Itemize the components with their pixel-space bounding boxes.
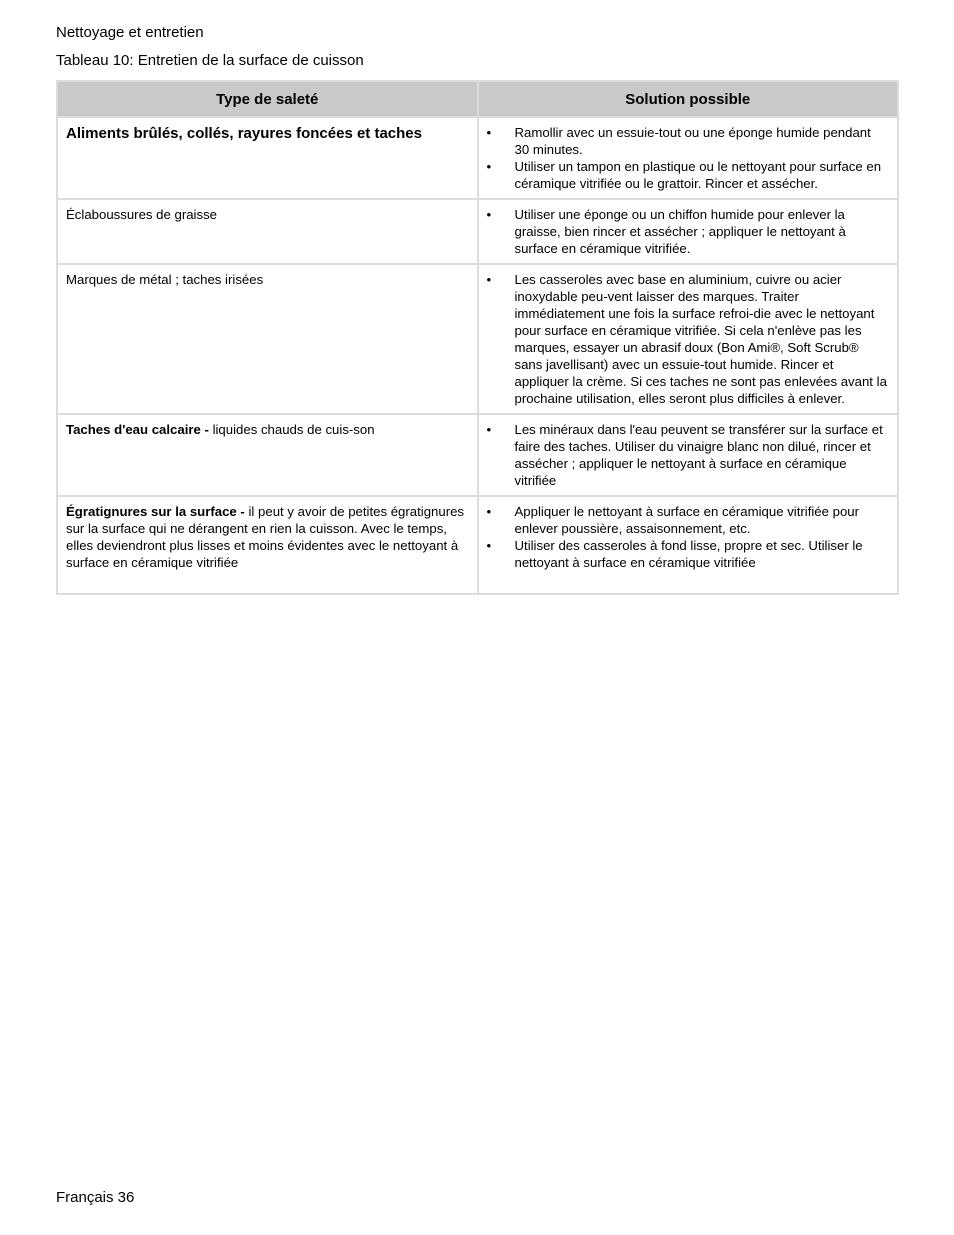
soil-type-label: Taches d'eau calcaire - <box>66 422 213 437</box>
solution-list <box>487 206 890 257</box>
solution-cell <box>478 117 899 199</box>
bullet: • <box>486 159 492 174</box>
soil-type-text: il peut y avoir de petites égratignures sur la surface qui ne dérangent en rien la cuisson. Avec le temps, elles deviendront plus lisses et moins évidentes avec le nettoyant à surface en céramique vitrifiée <box>66 504 465 570</box>
solution-cell <box>478 414 899 496</box>
list-item <box>487 206 890 257</box>
bullet: • <box>486 272 492 287</box>
list-item <box>487 158 890 192</box>
list-item <box>487 124 890 158</box>
column-header-solution: Solution possible <box>478 81 899 117</box>
solution-text: Utiliser un tampon en plastique ou le nettoyant pour surface en céramique vitrifiée ou le grattoir. Rincer et assécher. <box>514 159 882 191</box>
bullet: • <box>486 422 492 437</box>
solution-list <box>487 421 890 489</box>
table-row <box>57 199 898 264</box>
soil-type-cell <box>57 199 478 264</box>
page-footer: Français 36 <box>56 1189 135 1206</box>
solution-list <box>487 271 890 407</box>
table-header-row <box>57 81 898 117</box>
solution-text: Les casseroles avec base en aluminium, cuivre ou acier inoxydable peu-vent laisser des marques. Traiter immédiatement une fois la surface refroi-die avec le nettoyant pour surface en céramique vitrifiée. Si cela n'enlève pas les marques, essayer un abrasif doux (Bon Ami®, Soft Scrub® sans javellisant) avec un essuie-tout humide. Rincer et appliquer la crème. Si ces taches ne sont pas enlevées avant la prochaine utilisation, elles seront plus difficiles à enlever. <box>514 272 887 406</box>
soil-type-label: Égratignures sur la surface - <box>66 504 249 519</box>
solution-text: Appliquer le nettoyant à surface en céramique vitrifiée pour enlever poussière, assaisonnement, etc. <box>514 504 860 536</box>
solution-text: Les minéraux dans l'eau peuvent se transférer sur la surface et faire des taches. Utiliser du vinaigre blanc non dilué, rincer et assécher ; appliquer le nettoyant à surface en céramique vitrifiée <box>514 422 883 488</box>
soil-type-title: Aliments brûlés, collés, rayures foncées et taches <box>66 125 422 142</box>
solution-cell <box>478 496 899 594</box>
soil-type-text: Marques de métal ; taches irisées <box>66 272 264 287</box>
list-item <box>487 271 890 407</box>
soil-type-cell <box>57 414 478 496</box>
table-caption: Tableau 10: Entretien de la surface de cuisson <box>56 52 364 69</box>
solution-list <box>487 503 890 571</box>
list-item <box>487 537 890 571</box>
cooktop-care-table <box>56 80 899 595</box>
bullet: • <box>486 504 492 519</box>
solution-cell <box>478 264 899 414</box>
table-row <box>57 117 898 199</box>
soil-type-text: Éclaboussures de graisse <box>66 207 218 222</box>
soil-type-text: liquides chauds de cuis-son <box>212 422 375 437</box>
section-header: Nettoyage et entretien <box>56 24 204 41</box>
column-header-soil-type: Type de saleté <box>57 81 478 117</box>
solution-list <box>487 124 890 192</box>
table-row <box>57 496 898 594</box>
solution-text: Utiliser des casseroles à fond lisse, propre et sec. Utiliser le nettoyant à surface en céramique vitrifiée <box>514 538 863 570</box>
solution-text: Utiliser une éponge ou un chiffon humide pour enlever la graisse, bien rincer et assécher ; appliquer le nettoyant à surface en céramique vitrifiée. <box>514 207 846 256</box>
solution-cell <box>478 199 899 264</box>
table-row <box>57 414 898 496</box>
soil-type-cell <box>57 117 478 199</box>
bullet: • <box>486 125 492 140</box>
bullet: • <box>486 207 492 222</box>
bullet: • <box>486 538 492 553</box>
solution-text: Ramollir avec un essuie-tout ou une éponge humide pendant 30 minutes. <box>514 125 871 157</box>
table-row <box>57 264 898 414</box>
list-item <box>487 421 890 489</box>
list-item <box>487 503 890 537</box>
soil-type-cell <box>57 496 478 594</box>
soil-type-cell <box>57 264 478 414</box>
